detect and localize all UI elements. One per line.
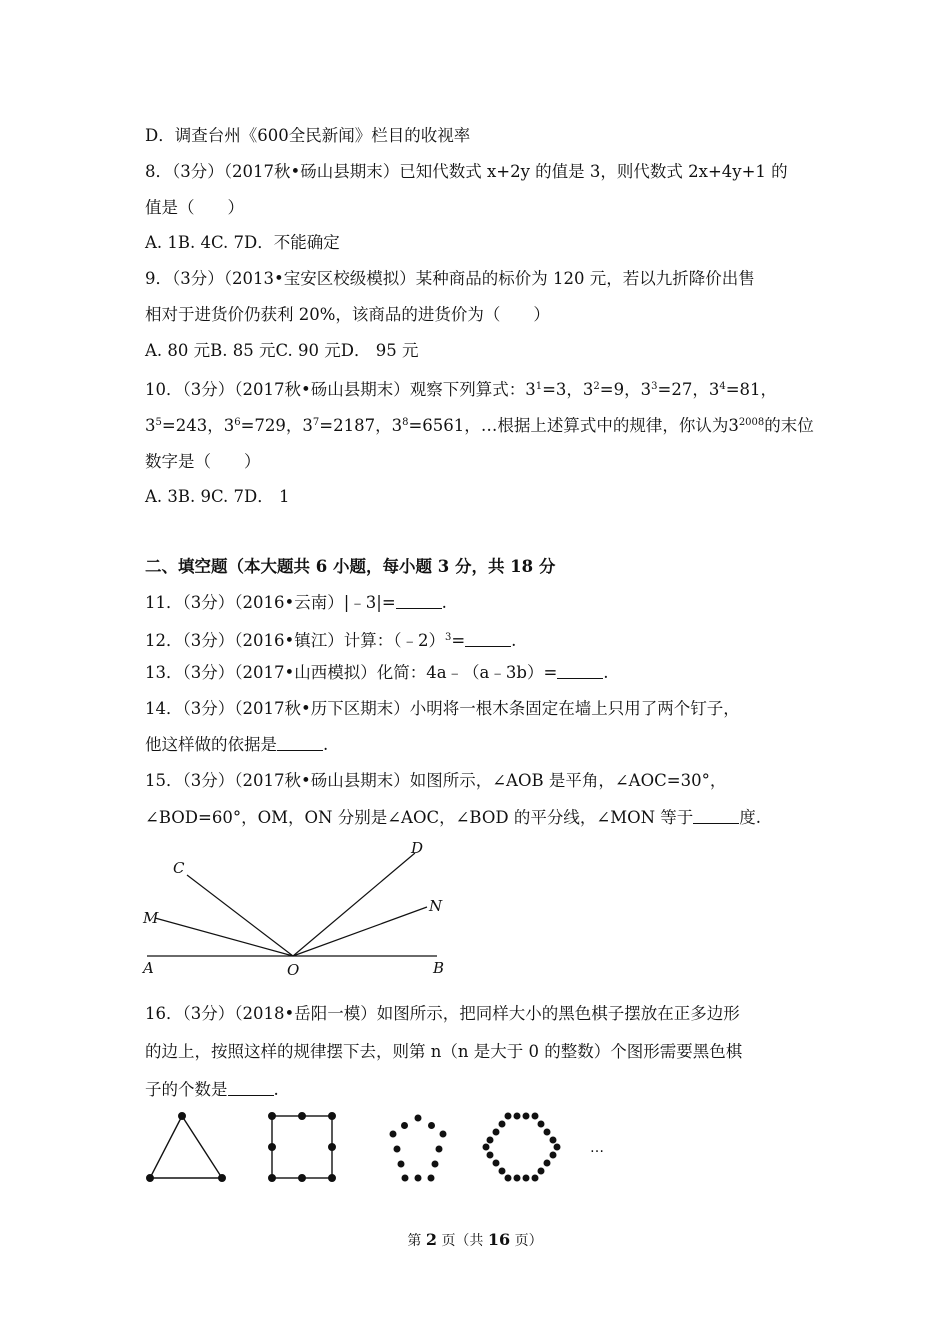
q14-stem-line1: 14．（3分）（2017秋•历下区期末）小明将一根木条固定在墙上只用了两个钉子， [145, 699, 740, 718]
ray-oc [187, 875, 293, 956]
q10-prefix: 10．（3分）（2017秋•砀山县期末）观察下列算式： [145, 380, 526, 399]
answer-blank [228, 1081, 274, 1096]
q11-stem: 11．（3分）（2016•云南）|﹣3|= . [145, 593, 447, 612]
q9-stem-line2: 相对于进货价仍获利 20%，该商品的进货价为（ ） [145, 305, 550, 324]
power-item: $3^8=6561$， [391, 416, 481, 435]
q9-options: A. 80 元B. 85 元C. 90 元D． 95 元 [145, 341, 419, 360]
q10-stem-line2 [145, 413, 814, 436]
polygon-pattern-figure [140, 1108, 620, 1190]
q11-expression: |﹣3|= [343, 593, 396, 612]
power-item: $3^2=9$， [582, 380, 641, 399]
answer-blank [277, 736, 323, 751]
power-item: $3^1=3$， [525, 380, 583, 399]
label-a: A [143, 959, 154, 977]
ellipsis-text: … [590, 1140, 604, 1156]
angle-figure [135, 835, 455, 985]
power-item: $3^{2008}$ [728, 416, 765, 435]
label-d: D [411, 839, 424, 857]
ray-od [293, 853, 415, 956]
hexagon-figure [483, 1113, 561, 1182]
pentagon-figure [390, 1115, 447, 1182]
answer-blank [557, 664, 603, 679]
page-footer: 第 2 页（共 16 页） [407, 1230, 543, 1249]
q8-options: A. 1B. 4C. 7D．不能确定 [145, 233, 340, 252]
label-c: C [173, 859, 185, 877]
section-heading: 二、填空题（本大题共 6 小题，每小题 3 分，共 18 分 [145, 557, 556, 576]
q9-stem-line1: 9．（3分）（2013•宝安区校级模拟）某种商品的标价为 120 元，若以九折降价出售 [145, 269, 755, 288]
q7-option-d: D．调查台州《600全民新闻》栏目的收视率 [145, 126, 471, 145]
q8-stem-line1: 8．（3分）（2017秋•砀山县期末）已知代数式 x+2y 的值是 3，则代数式 2x+4y+1 的 [145, 162, 788, 181]
power-item: $3^5=243$， [145, 416, 224, 435]
q12-stem: 12．（3分）（2016•镇江）计算：（﹣2）$^3$= . [145, 631, 517, 650]
power-item: $3^6=729$， [223, 416, 303, 435]
ray-on [293, 907, 427, 956]
q10-options: A. 3B. 9C. 7D． 1 [145, 487, 290, 506]
q15-stem-line1: 15．（3分）（2017秋•砀山县期末）如图所示，∠AOB 是平角，∠AOC=30°， [145, 771, 727, 790]
power-item: $3^3=27$， [640, 380, 709, 399]
q8-stem-line2: 值是（ ） [145, 198, 244, 217]
q14-stem-line2: 他这样做的依据是 . [145, 735, 329, 754]
q10-line2-text: …根据上述算式中的规律，你认为 [480, 416, 729, 435]
label-n: N [429, 897, 443, 915]
square-figure [269, 1113, 336, 1182]
q10-line2-suffix: 的末位 [764, 416, 814, 435]
answer-blank [396, 594, 442, 609]
triangle-figure [147, 1113, 226, 1182]
answer-blank [693, 809, 739, 824]
q10-stem-line1 [145, 377, 777, 400]
q13-stem: 13．（3分）（2017•山西模拟）化简：4a﹣（a﹣3b）= . [145, 663, 609, 682]
label-b: B [433, 959, 445, 977]
power-item: $3^7=2187$， [302, 416, 392, 435]
q16-stem-line2: 的边上，按照这样的规律摆下去，则第 n（n 是大于 0 的整数）个图形需要黑色棋 [145, 1042, 743, 1061]
q16-stem-line1: 16．（3分）（2018•岳阳一模）如图所示，把同样大小的黑色棋子摆放在正多边形 [145, 1004, 740, 1023]
ray-om [155, 918, 293, 956]
answer-blank [465, 632, 511, 647]
power-item: $3^4=81$， [708, 380, 778, 399]
label-m: M [143, 909, 159, 927]
q15-stem-line2: ∠BOD=60°，OM，ON 分别是∠AOC，∠BOD 的平分线，∠MON 等于 度. [145, 808, 762, 827]
label-o: O [287, 961, 300, 979]
q10-stem-line3: 数字是（ ） [145, 452, 261, 471]
q16-stem-line3: 子的个数是 . [145, 1080, 279, 1099]
